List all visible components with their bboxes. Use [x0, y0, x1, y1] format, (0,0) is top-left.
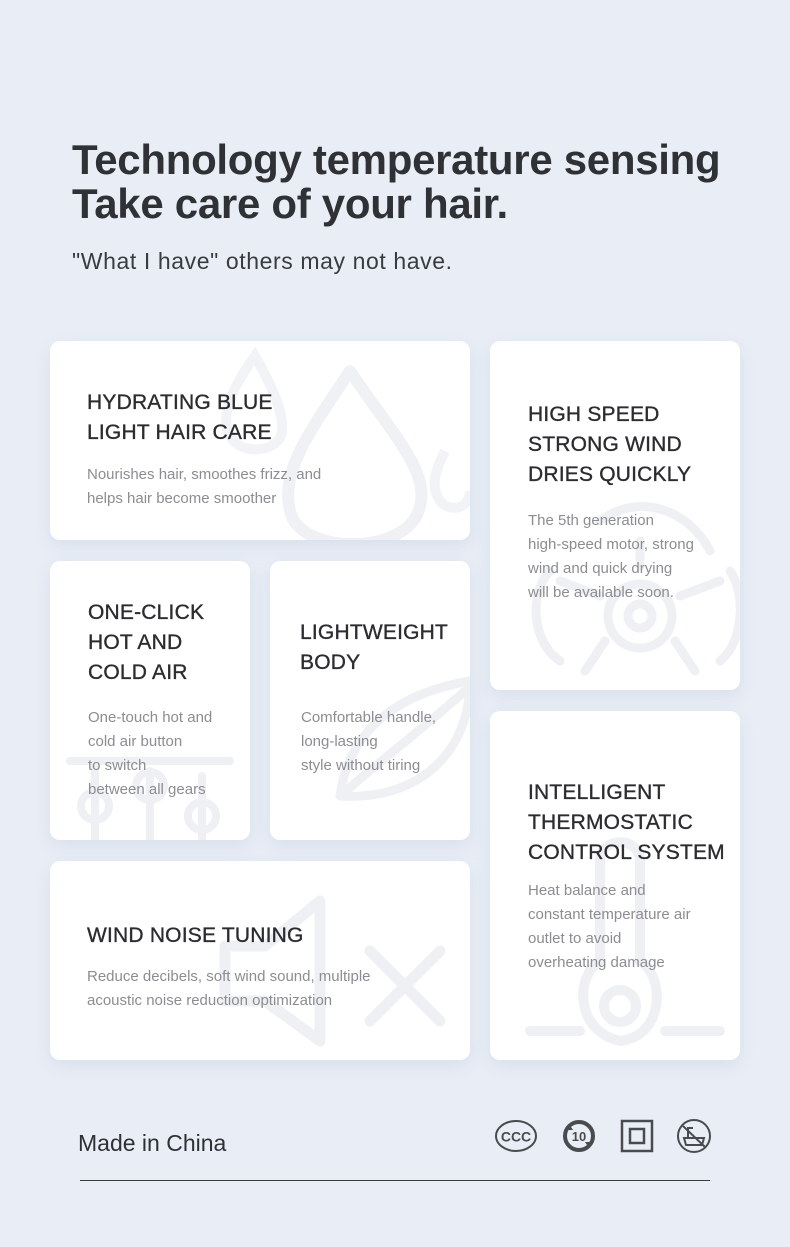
title-line: CONTROL SYSTEM: [528, 841, 725, 864]
desc-line: constant temperature air: [528, 906, 691, 923]
feature-description: [301, 706, 436, 778]
feature-description: [87, 463, 321, 511]
title-line: HIGH SPEED: [528, 403, 660, 426]
ccc-mark-text: CCC: [500, 1128, 532, 1145]
feature-title: [87, 388, 273, 448]
feature-card-wind-noise: [50, 861, 470, 1060]
desc-line: cold air button: [88, 733, 183, 750]
desc-line: Reduce decibels, soft wind sound, multiple: [87, 968, 371, 985]
feature-description: [88, 706, 212, 802]
headline-line-1: Technology temperature sensing: [72, 136, 721, 183]
feature-title: [300, 618, 448, 678]
feature-card-one-click: [50, 561, 250, 840]
title-line: LIGHTWEIGHT: [300, 621, 449, 644]
desc-line: to switch: [88, 757, 147, 774]
title-line: HOT AND: [88, 631, 183, 654]
feature-description: [528, 509, 694, 605]
leaf-icon: [270, 561, 470, 840]
feature-title: [87, 921, 304, 951]
made-in-label: Made in China: [78, 1130, 227, 1156]
desc-line: long-lasting: [301, 733, 378, 750]
desc-line: helps hair become smoother: [87, 490, 277, 507]
feature-card-lightweight: [270, 561, 470, 840]
title-line: LIGHT HAIR CARE: [87, 421, 272, 444]
desc-line: wind and quick drying: [528, 560, 673, 577]
feature-description: [87, 965, 371, 1013]
title-line: COLD AIR: [88, 661, 188, 684]
desc-line: Comfortable handle,: [301, 709, 437, 726]
desc-line: The 5th generation: [528, 512, 654, 529]
ccc-mark-icon: [494, 1118, 538, 1154]
title-line: ONE-CLICK: [88, 601, 205, 624]
feature-card-high-speed: [490, 341, 740, 690]
desc-line: high-speed motor, strong: [528, 536, 694, 553]
feature-description: [528, 879, 691, 975]
desc-line: style without tiring: [301, 757, 421, 774]
desc-line: One-touch hot and: [88, 709, 213, 726]
feature-card-thermostatic: [490, 711, 740, 1060]
desc-line: outlet to avoid: [528, 930, 622, 947]
title-line: INTELLIGENT: [528, 781, 666, 804]
title-line: HYDRATING BLUE: [87, 391, 273, 414]
double-insulation-icon: [620, 1118, 654, 1154]
headline-line-2: Take care of your hair.: [72, 180, 508, 227]
footer-divider: [80, 1180, 710, 1181]
no-bath-use-icon: [676, 1118, 712, 1154]
desc-line: Nourishes hair, smoothes frizz, and: [87, 466, 322, 483]
title-line: THERMOSTATIC: [528, 811, 693, 834]
desc-line: acoustic noise reduction optimization: [87, 992, 333, 1009]
mute-speaker-icon: [50, 861, 470, 1060]
tagline: "What I have" others may not have.: [72, 248, 453, 274]
recycle-10-icon: [560, 1118, 598, 1154]
feature-title: [88, 598, 204, 688]
title-line: BODY: [300, 651, 361, 674]
desc-line: overheating damage: [528, 954, 665, 971]
desc-line: Heat balance and: [528, 882, 646, 899]
title-line: STRONG WIND: [528, 433, 682, 456]
desc-line: will be available soon.: [528, 584, 674, 601]
desc-line: between all gears: [88, 781, 206, 798]
feature-card-hydrating: [50, 341, 470, 540]
page-headline: [72, 138, 720, 226]
title-line: WIND NOISE TUNING: [87, 924, 304, 947]
feature-title: [528, 400, 691, 490]
feature-title: [528, 778, 725, 868]
recycle-number: 10: [571, 1129, 587, 1144]
title-line: DRIES QUICKLY: [528, 463, 692, 486]
